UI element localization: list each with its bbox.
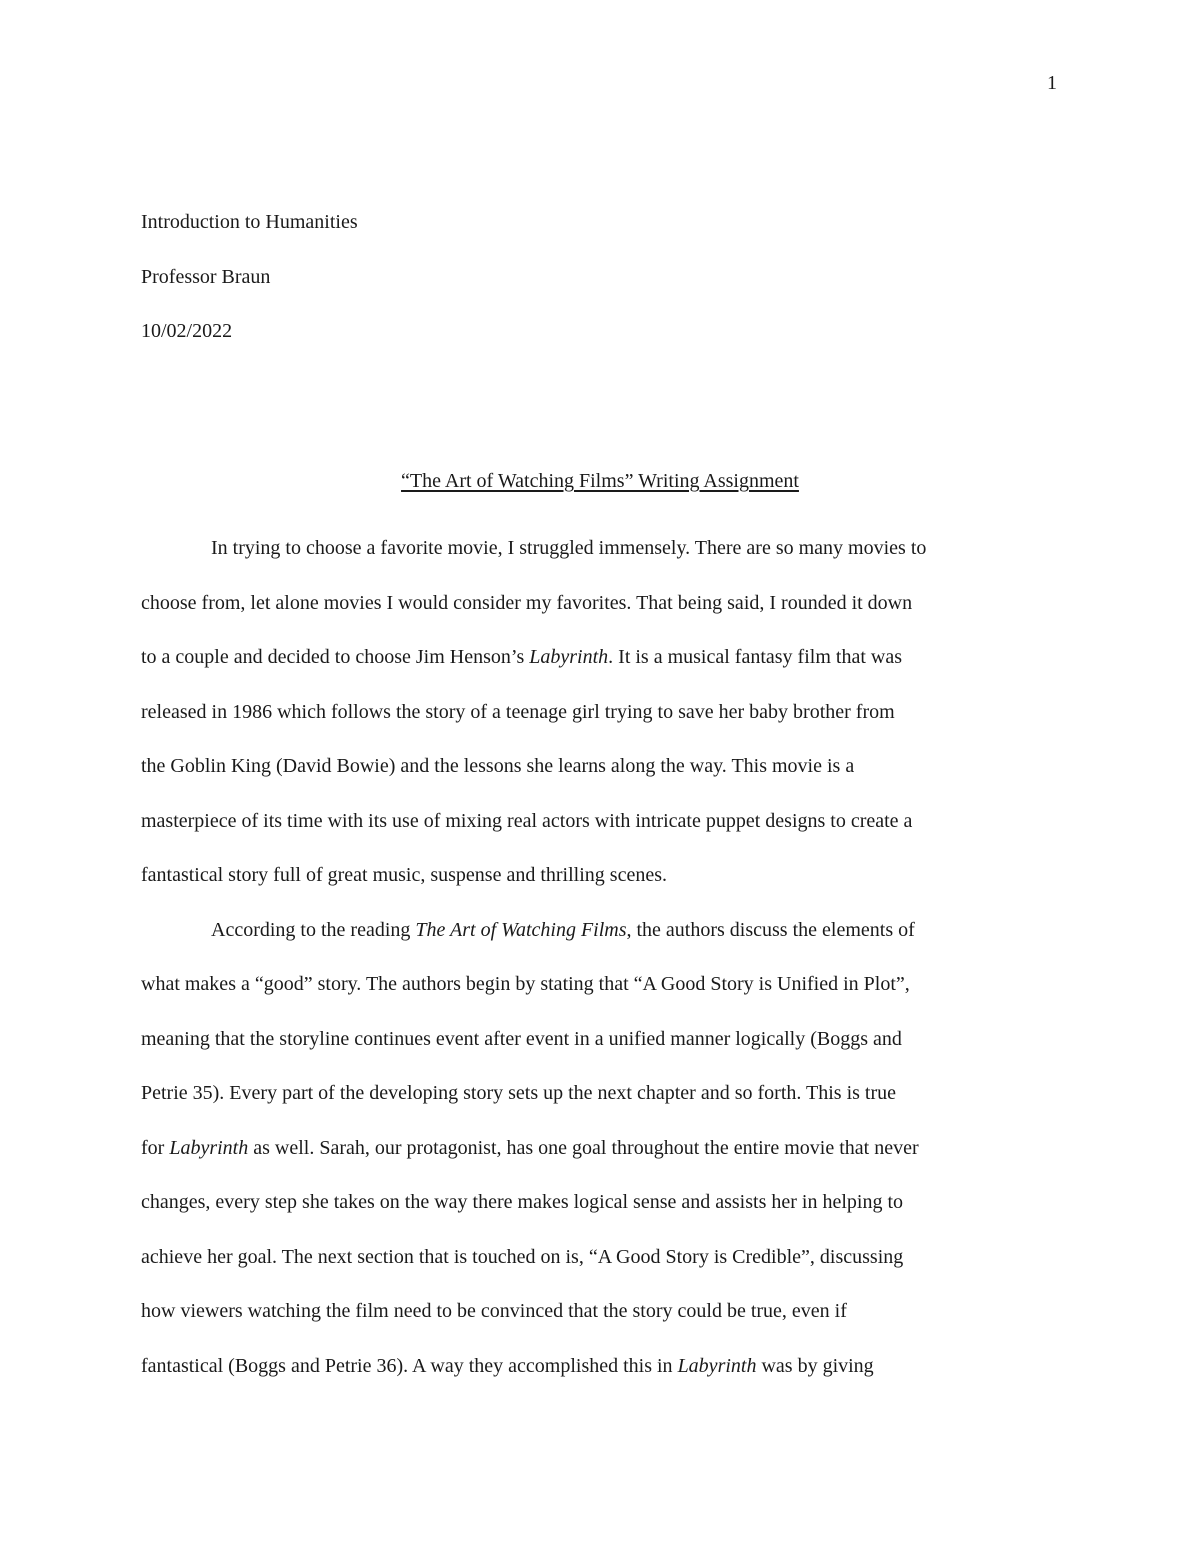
body-line: fantastical (Boggs and Petrie 36). A way they accomplished this in Labyrinth was by giving <box>141 1354 874 1377</box>
body-line: for Labyrinth as well. Sarah, our protagonist, has one goal throughout the entire movie that never <box>141 1136 919 1159</box>
document-title: “The Art of Watching Films” Writing Assignment <box>401 470 799 492</box>
body-line: fantastical story full of great music, suspense and thrilling scenes. <box>141 864 667 886</box>
body-line: In trying to choose a favorite movie, I struggled immensely. There are so many movies to <box>211 537 927 559</box>
professor-name: Professor Braun <box>141 265 271 288</box>
body-line: According to the reading The Art of Watching Films, the authors discuss the elements of <box>211 918 915 941</box>
header-block <box>141 195 358 359</box>
italic-title: Labyrinth <box>677 1354 757 1377</box>
italic-title: The Art of Watching Films <box>415 918 627 941</box>
body-line: changes, every step she takes on the way there makes logical sense and assists her in helping to <box>141 1191 904 1213</box>
italic-title: Labyrinth <box>169 1136 249 1159</box>
body-line: what makes a “good” story. The authors begin by stating that “A Good Story is Unified in Plot”, <box>141 973 910 995</box>
body-line: choose from, let alone movies I would consider my favorites. That being said, I rounded it down <box>141 591 913 614</box>
course-name: Introduction to Humanities <box>141 211 358 233</box>
body-text <box>141 521 1059 1393</box>
body-line: masterpiece of its time with its use of mixing real actors with intricate puppet designs to create a <box>141 809 913 832</box>
body-line: to a couple and decided to choose Jim Henson’s Labyrinth. It is a musical fantasy film that was <box>141 646 902 668</box>
body-line: how viewers watching the film need to be convinced that the story could be true, even if <box>141 1300 847 1322</box>
body-line: Petrie 35). Every part of the developing story sets up the next chapter and so forth. This is true <box>141 1082 896 1104</box>
italic-title: Labyrinth <box>529 646 609 668</box>
body-line: the Goblin King (David Bowie) and the lessons she learns along the way. This movie is a <box>141 755 855 777</box>
submission-date: 10/02/2022 <box>141 320 233 342</box>
body-line: achieve her goal. The next section that is touched on is, “A Good Story is Credible”, discussing <box>141 1245 904 1268</box>
body-line: meaning that the storyline continues event after event in a unified manner logically (Boggs and <box>141 1027 902 1050</box>
body-line: released in 1986 which follows the story of a teenage girl trying to save her baby brother from <box>141 700 895 723</box>
page-number: 1 <box>1047 72 1057 94</box>
